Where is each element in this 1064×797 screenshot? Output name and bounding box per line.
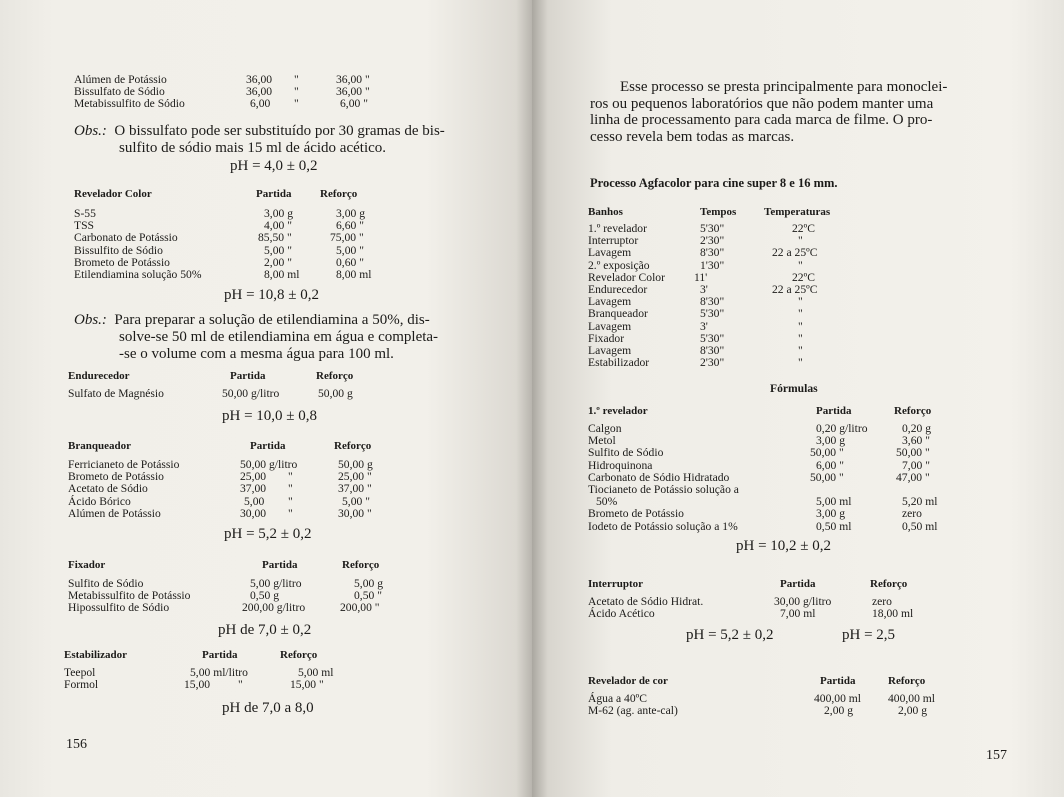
cell-value: 400,00 ml xyxy=(888,692,936,705)
column-header: Partida xyxy=(230,370,266,382)
estabilizador-table xyxy=(64,649,464,691)
bath-name: Lavagem xyxy=(588,319,632,333)
cell-value: 3,60 " xyxy=(902,434,930,448)
table-row xyxy=(74,232,474,244)
table-row xyxy=(588,260,1008,272)
ingredient-name: Carbonato de Potássio xyxy=(74,231,178,245)
cell-value: 50,00 " xyxy=(810,446,844,460)
column-header: Partida xyxy=(820,675,856,687)
ingredient-name: Alúmen de Potássio xyxy=(74,73,167,86)
column-header: Tempos xyxy=(700,206,737,218)
endurecedor-table xyxy=(68,370,468,400)
table-header xyxy=(588,405,1028,420)
cell-value: 18,00 ml xyxy=(872,607,914,621)
table-row xyxy=(588,521,1028,533)
alumen-table xyxy=(74,74,454,111)
cell-value: 0,50 g xyxy=(250,589,279,603)
ingredient-name: Sulfito de Sódio xyxy=(68,577,144,590)
cell-value: 25,00 xyxy=(240,470,267,484)
table-row xyxy=(64,667,464,679)
cell-value: 5,20 ml xyxy=(902,495,938,509)
cell-unit: " xyxy=(288,470,293,484)
interruptor-table xyxy=(588,578,1008,620)
cell-value: 6,00 " xyxy=(340,97,368,111)
column-header: Reforço xyxy=(334,440,372,452)
bath-temperature: " xyxy=(798,319,803,333)
table-header xyxy=(68,440,468,456)
ingredient-name: Iodeto de Potássio solução a 1% xyxy=(588,519,738,533)
ingredient-name: M-62 (ag. ante-cal) xyxy=(588,704,678,718)
obs-line: Para preparar a solução de etilendiamina a 50%, dis- xyxy=(114,312,430,328)
paragraph-line: ros ou pequenos laboratórios que não podem manter uma xyxy=(590,95,934,112)
formulas-title: Fórmulas xyxy=(770,382,818,395)
bath-time: 8'30" xyxy=(700,343,725,357)
column-header: Reforço xyxy=(280,649,318,661)
cell-value: 0,20 g/litro xyxy=(816,422,868,435)
cell-unit: " xyxy=(288,482,293,496)
revelador-color-table xyxy=(74,188,474,281)
obs-note-1 xyxy=(74,123,514,157)
cell-value: 50,00 " xyxy=(810,470,844,484)
bath-name: Lavagem xyxy=(588,343,632,357)
cell-value: 47,00 " xyxy=(896,470,930,484)
cell-value: 25,00 " xyxy=(338,470,372,484)
paragraph-line: Esse processo se presta principalmente para monoclei- xyxy=(620,79,948,95)
cell-value: 6,60 " xyxy=(336,219,364,233)
cell-value: 7,00 ml xyxy=(780,607,816,621)
ingredient-name: Brometo de Potássio xyxy=(588,507,684,521)
cell-value: 400,00 ml xyxy=(814,692,862,705)
cell-value: 4,00 " xyxy=(264,219,292,233)
ingredient-name: TSS xyxy=(74,219,94,233)
ingredient-name: Sulfito de Sódio xyxy=(588,446,664,460)
table-row xyxy=(588,447,1028,459)
ph-value: pH = 2,5 xyxy=(842,627,896,643)
cell-value: 5,00 " xyxy=(342,494,370,508)
table-row xyxy=(68,496,468,508)
cell-value: 0,60 " xyxy=(336,255,364,269)
ph-value: pH = 4,0 ± 0,2 xyxy=(230,158,318,174)
bath-time: 8'30" xyxy=(700,246,725,260)
cell-value: 50,00 " xyxy=(896,446,930,460)
cell-value: zero xyxy=(902,507,922,521)
table-header xyxy=(64,649,464,665)
ph-value: pH de 7,0 ± 0,2 xyxy=(218,622,312,638)
ingredient-name: Etilendiamina solução 50% xyxy=(74,267,202,281)
page-number: 156 xyxy=(66,737,87,752)
table-header xyxy=(68,559,468,575)
cell-value: 36,00 " xyxy=(336,85,370,99)
bath-name: Branqueador xyxy=(588,307,648,321)
ingredient-name: S-55 xyxy=(74,207,96,220)
cell-value: 3,00 g xyxy=(264,207,293,220)
table-row xyxy=(74,269,474,281)
ingredient-name: Hipossulfito de Sódio xyxy=(68,601,170,615)
page-number: 157 xyxy=(986,748,1007,763)
cell-value: 15,00 xyxy=(184,678,211,692)
table-header xyxy=(588,578,1008,593)
column-header: Reforço xyxy=(342,559,380,571)
section-title: Endurecedor xyxy=(68,370,130,382)
revelador1-table xyxy=(588,405,1028,533)
cell-value: 50,00 g/litro xyxy=(240,458,298,471)
section-title: Estabilizador xyxy=(64,649,127,661)
bath-time: 5'30" xyxy=(700,331,725,345)
bath-time: 5'30" xyxy=(700,222,725,235)
bath-time: 2'30" xyxy=(700,356,725,370)
table-row xyxy=(588,308,1008,320)
ph-value: pH = 10,2 ± 0,2 xyxy=(736,538,832,554)
cell-value: 6,00 xyxy=(250,97,271,111)
cell-value: 85,50 " xyxy=(258,231,292,245)
column-header: Partida xyxy=(780,578,816,590)
ingredient-name: Água a 40ºC xyxy=(588,692,647,705)
ingredient-name: Acetato de Sódio Hidrat. xyxy=(588,595,704,608)
table-row xyxy=(588,508,1028,520)
ph-value: pH de 7,0 a 8,0 xyxy=(222,700,314,716)
cell-value: 5,00 ml xyxy=(298,666,334,679)
column-header: Partida xyxy=(250,440,286,452)
cell-value: 36,00 xyxy=(246,85,273,99)
cell-value: 5,00 g xyxy=(354,577,383,590)
bath-temperature: " xyxy=(798,343,803,357)
obs-line: O bissulfato pode ser substituído por 30 gramas de bis- xyxy=(114,123,445,139)
bath-time: 1'30" xyxy=(700,258,725,272)
cell-value: 2,00 " xyxy=(264,255,292,269)
ingredient-name: Metabissulfito de Potássio xyxy=(68,589,191,603)
cell-unit: " xyxy=(288,494,293,508)
bath-temperature: 22 a 25ºC xyxy=(772,246,818,260)
table-row xyxy=(68,602,468,614)
column-header: Reforço xyxy=(894,405,932,417)
bath-time: 8'30" xyxy=(700,295,725,309)
ingredient-name: Formol xyxy=(64,678,99,692)
ingredient-name: Calgon xyxy=(588,422,622,435)
bath-name: Lavagem xyxy=(588,295,632,309)
cell-value: 15,00 " xyxy=(290,678,324,692)
cell-unit: " xyxy=(294,97,299,111)
cell-value: 37,00 " xyxy=(338,482,372,496)
column-header: Reforço xyxy=(316,370,354,382)
table-row xyxy=(588,321,1008,333)
cell-value: 200,00 g/litro xyxy=(242,601,306,615)
bath-temperature: 22ºC xyxy=(792,270,815,284)
bath-name: 1.º revelador xyxy=(588,222,647,235)
table-row xyxy=(68,388,468,400)
bath-temperature: 22 a 25ºC xyxy=(772,282,818,296)
ingredient-name: Tiocianeto de Potássio solução a xyxy=(588,482,739,496)
ingredient-name: Carbonato de Sódio Hidratado xyxy=(588,470,730,484)
obs-label: Obs.: xyxy=(74,312,107,328)
cell-value: 37,00 xyxy=(240,482,267,496)
column-header: Partida xyxy=(202,649,238,661)
column-header: Partida xyxy=(262,559,298,571)
fixador-table xyxy=(68,559,468,615)
bath-temperature: " xyxy=(798,307,803,321)
ingredient-name: Hidroquinona xyxy=(588,458,653,472)
cell-value: 5,00 g/litro xyxy=(250,577,302,590)
section-title: Interruptor xyxy=(588,578,643,590)
table-row xyxy=(588,423,1028,435)
cell-value: 2,00 g xyxy=(824,704,853,718)
cell-value: zero xyxy=(872,595,892,608)
column-header: Partida xyxy=(816,405,852,417)
bath-time: 3' xyxy=(700,319,708,333)
cell-value: 30,00 g/litro xyxy=(774,595,832,608)
ingredient-name: Metabissulfito de Sódio xyxy=(74,97,185,111)
table-header xyxy=(74,188,474,204)
process-title: Processo Agfacolor para cine super 8 e 16 mm. xyxy=(590,176,838,190)
table-row xyxy=(588,608,1008,620)
ingredient-name: Brometo de Potássio xyxy=(68,470,164,484)
section-title: 1.º revelador xyxy=(588,405,648,417)
column-header: Banhos xyxy=(588,206,623,218)
cell-value: 3,00 g xyxy=(336,207,365,220)
section-title: Revelador Color xyxy=(74,188,152,200)
bath-temperature: 22ºC xyxy=(792,222,815,235)
cell-value: 0,50 " xyxy=(354,589,382,603)
table-row xyxy=(588,357,1008,369)
cell-value: 50,00 g xyxy=(338,458,373,471)
cell-value: 5,00 ml/litro xyxy=(190,666,248,679)
ph-value: pH = 10,8 ± 0,2 xyxy=(224,287,320,303)
cell-value: 75,00 " xyxy=(330,231,364,245)
bath-temperature: " xyxy=(798,331,803,345)
column-header: Reforço xyxy=(888,675,926,687)
table-row xyxy=(588,247,1008,259)
obs-line: sulfito de sódio mais 15 ml de ácido acético. xyxy=(119,140,387,156)
cell-value: 8,00 ml xyxy=(336,267,372,281)
right-page xyxy=(532,0,1064,797)
ingredient-name: Teepol xyxy=(64,666,96,679)
cell-value: 2,00 g xyxy=(898,704,927,718)
bath-name: Interruptor xyxy=(588,234,639,248)
obs-line: solve-se 50 ml de etilendiamina em água e completa- xyxy=(119,329,439,345)
ph-value: pH = 5,2 ± 0,2 xyxy=(686,627,774,643)
section-title: Revelador de cor xyxy=(588,675,668,687)
ingredient-name: Brometo de Potássio xyxy=(74,255,170,269)
column-header: Reforço xyxy=(320,188,358,200)
intro-paragraph xyxy=(590,79,1045,145)
obs-line: -se o volume com a mesma água para 100 ml. xyxy=(119,346,394,362)
ph-value: pH = 10,0 ± 0,8 xyxy=(222,408,318,424)
table-row xyxy=(74,98,454,110)
cell-value: 5,00 " xyxy=(336,243,364,257)
cell-value: 6,00 " xyxy=(816,458,844,472)
cell-value: 0,50 ml xyxy=(902,519,938,533)
bath-time: 11' xyxy=(694,270,708,284)
bath-name: 2.º exposição xyxy=(588,258,650,272)
bath-temperature: " xyxy=(798,234,803,248)
branqueador-table xyxy=(68,440,468,520)
bath-name: Fixador xyxy=(588,331,625,345)
column-header: Reforço xyxy=(870,578,908,590)
ingredient-name: Ferricianeto de Potássio xyxy=(68,458,180,471)
section-title: Branqueador xyxy=(68,440,131,452)
ingredient-name: Bissulfito de Sódio xyxy=(74,243,163,257)
cell-unit: " xyxy=(238,678,243,692)
bath-name: Endurecedor xyxy=(588,282,648,296)
section-title: Fixador xyxy=(68,559,106,571)
bath-name: Revelador Color xyxy=(588,270,665,284)
ingredient-name: Ácido Acético xyxy=(588,607,655,621)
table-row xyxy=(64,679,464,691)
obs-label: Obs.: xyxy=(74,123,107,139)
table-row xyxy=(588,484,1028,496)
column-header: Temperaturas xyxy=(764,206,831,218)
cell-unit: " xyxy=(294,85,299,99)
cell-value: 36,00 " xyxy=(336,73,370,86)
cell-unit: " xyxy=(288,506,293,520)
bath-time: 2'30" xyxy=(700,234,725,248)
bath-temperature: " xyxy=(798,356,803,370)
cell-value: 3,00 g xyxy=(816,507,845,521)
cell-value: 50,00 g/litro xyxy=(222,387,280,400)
ingredient-name: Bissulfato de Sódio xyxy=(74,85,165,99)
cell-value: 200,00 " xyxy=(340,601,380,615)
banhos-table xyxy=(588,206,1008,369)
column-header: Partida xyxy=(256,188,292,200)
cell-value: 50,00 g xyxy=(318,387,353,400)
bath-name: Estabilizador xyxy=(588,356,650,370)
ingredient-name: 50% xyxy=(596,495,618,509)
paragraph-line: cesso revela bem todas as marcas. xyxy=(590,128,795,145)
cell-value: 5,00 xyxy=(244,494,265,508)
bath-temperature: " xyxy=(798,258,803,272)
cell-value: 3,00 g xyxy=(816,434,845,448)
cell-value: 0,20 g xyxy=(902,422,931,435)
table-header xyxy=(68,370,468,386)
paragraph-line: linha de processamento para cada marca de filme. O pro- xyxy=(590,112,933,128)
cell-unit: " xyxy=(294,73,299,86)
cell-value: 36,00 xyxy=(246,73,273,86)
obs-note-2 xyxy=(74,312,524,363)
ingredient-name: Alúmen de Potássio xyxy=(68,506,161,520)
ph-value: pH = 5,2 ± 0,2 xyxy=(224,526,312,542)
table-row xyxy=(588,705,1008,717)
bath-time: 3' xyxy=(700,282,708,296)
ingredient-name: Sulfato de Magnésio xyxy=(68,387,164,400)
table-header xyxy=(588,206,1008,221)
table-row xyxy=(68,483,468,495)
cell-value: 30,00 xyxy=(240,506,267,520)
cell-value: 7,00 " xyxy=(902,458,930,472)
ingredient-name: Acetato de Sódio xyxy=(68,482,148,496)
cell-value: 8,00 ml xyxy=(264,267,300,281)
bath-temperature: " xyxy=(798,295,803,309)
revelador-cor-table xyxy=(588,675,1008,717)
ingredient-name: Ácido Bórico xyxy=(68,494,131,508)
cell-value: 5,00 " xyxy=(264,243,292,257)
cell-value: 5,00 ml xyxy=(816,495,852,509)
table-row xyxy=(588,460,1028,472)
table-row xyxy=(74,245,474,257)
table-header xyxy=(588,675,1008,690)
ingredient-name: Metol xyxy=(588,434,616,448)
bath-name: Lavagem xyxy=(588,246,632,260)
cell-value: 0,50 ml xyxy=(816,519,852,533)
table-row xyxy=(68,508,468,520)
bath-time: 5'30" xyxy=(700,307,725,321)
cell-value: 30,00 " xyxy=(338,506,372,520)
